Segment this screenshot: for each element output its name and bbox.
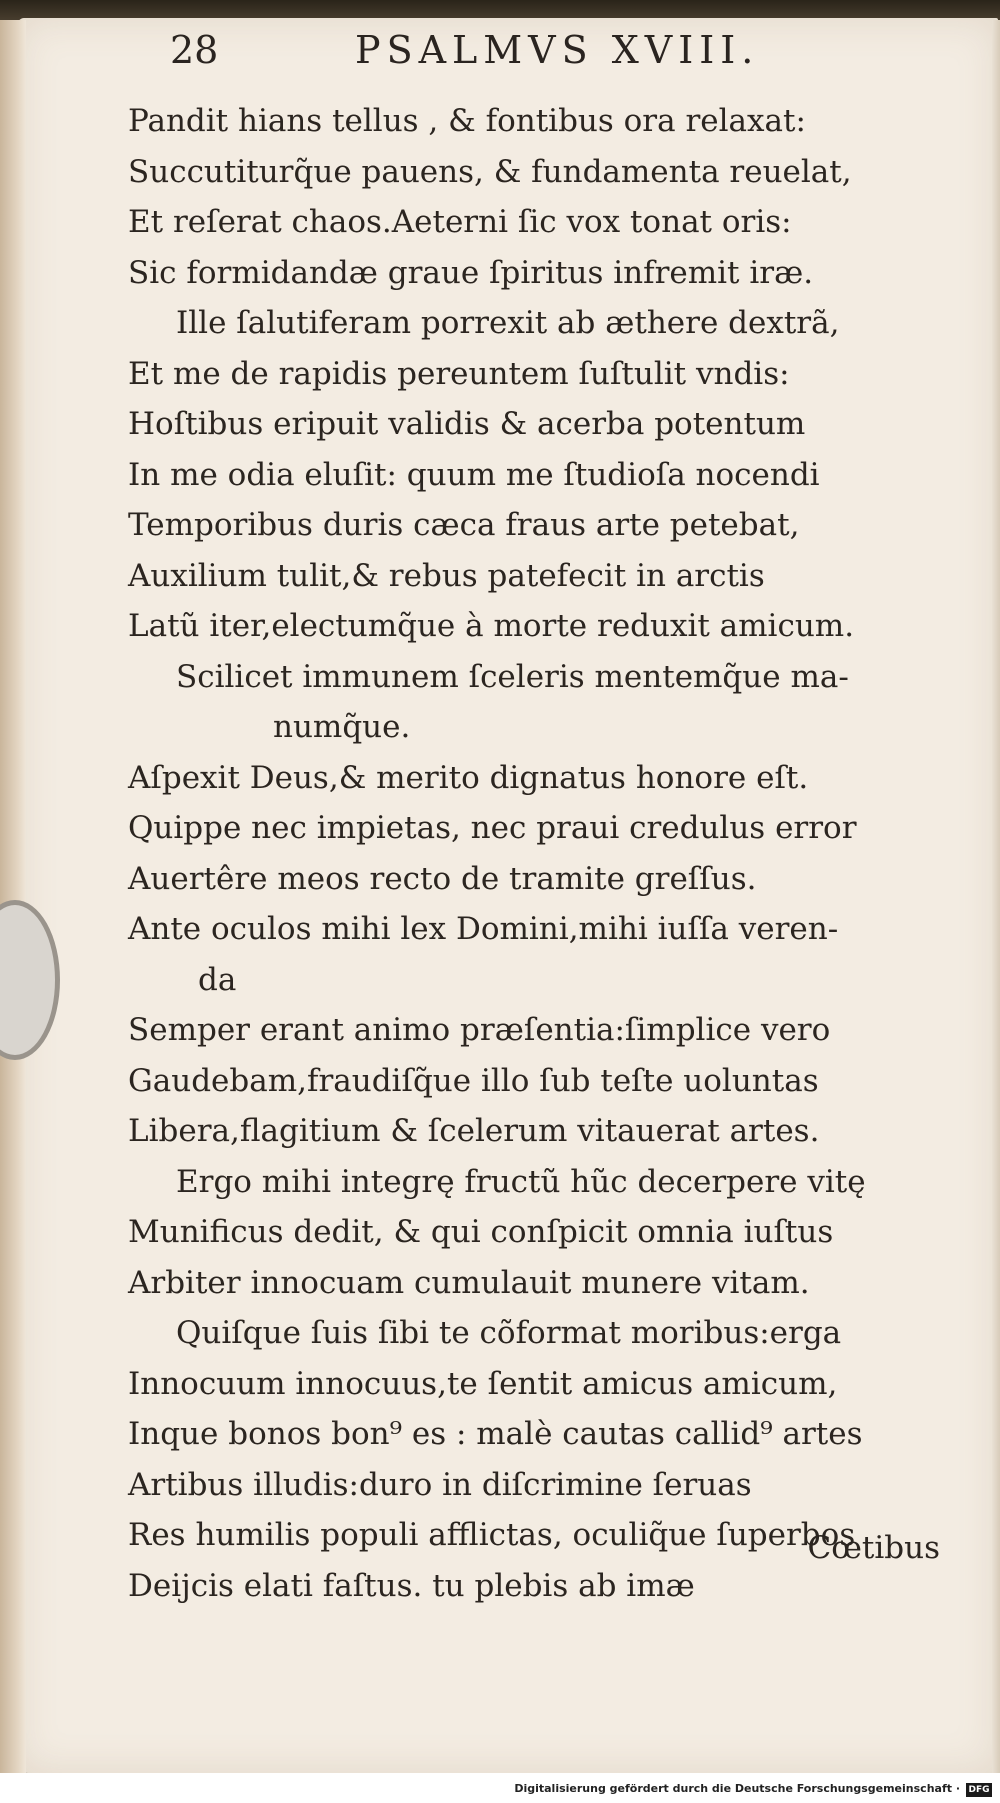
verse-line: Ergo mihi integrę fructũ hũc decerpere vitę [176,1163,866,1200]
dfg-logo: DFG [966,1783,992,1797]
verse-line: Ille ſalutiferam porrexit ab æthere dextrã, [176,305,840,341]
page-number: 28 [170,28,219,72]
verse-line: Auxilium tulit,& rebus patefecit in arctis [128,557,765,594]
catchword: Cœtibus [807,1530,940,1566]
verse-line: numq̃ue. [273,709,411,745]
verse-line: Innocuum innocuus,te ſentit amicus amicum, [128,1365,838,1402]
verse-line: Temporibus duris cæca fraus arte petebat, [128,507,800,543]
verse-line: Auertêre meos recto de tramite greſſus. [128,860,757,897]
verse-line: Quippe nec impietas, nec praui credulus error [128,810,857,846]
verse-line: Inque bonos bon⁹ es : malè cautas callid⁹ artes [128,1416,863,1452]
verse-line: Hoſtibus eripuit validis & acerba potentum [128,406,806,442]
verse-line: Deijcis elati faſtus. tu plebis ab imæ [128,1567,695,1604]
verse-line: Artibus illudis:duro in diſcrimine ſeruas [128,1466,752,1503]
verse-line: Ante oculos mihi lex Domini,mihi iuſſa veren- [128,911,839,947]
verse-line: Semper erant animo præſentia:ſimplice vero [128,1012,831,1048]
verse-text [128,96,988,1611]
verse-line: In me odia eluſit: quum me ſtudioſa nocendi [128,456,820,493]
verse-line: Arbiter innocuam cumulauit munere vitam. [128,1264,810,1301]
verse-line: Res humilis populi afflictas, oculiq̃ue ſuperbos [128,1517,856,1553]
verse-line: Sic formidandæ graue ſpiritus infremit iræ. [128,254,814,291]
verse-line: Succutiturq̃ue pauens, & fundamenta reuelat, [128,153,852,190]
running-head: PSALMVS XVIII. [355,28,760,72]
page-right-edge [992,20,1000,1780]
verse-line: Aſpexit Deus,& merito dignatus honore eſt. [128,759,809,796]
verse-line: Libera,flagitium & ſcelerum vitauerat artes. [128,1113,820,1149]
page-header [0,28,1000,78]
verse-line: Quiſque ſuis ſibi te cõformat moribus:erga [176,1315,842,1351]
verse-line: Latũ iter,electumq̃ue à morte reduxit amicum. [128,608,855,644]
digitization-credit: Digitalisierung gefördert durch die Deutsche Forschungsgemeinschaft · [514,1782,960,1795]
footer-band [0,1773,1000,1803]
verse-line: Munificus dedit, & qui conſpicit omnia iuſtus [128,1214,834,1250]
verse-line: Et me de rapidis pereuntem ſuſtulit vndis: [128,355,790,392]
verse-line: Pandit hians tellus , & fontibus ora relaxat: [128,103,806,139]
verse-line: Gaudebam,fraudiſq̃ue illo ſub teſte uoluntas [128,1062,819,1099]
verse-line: da [198,961,237,998]
verse-line: Scilicet immunem ſceleris mentemq̃ue ma- [176,658,849,695]
verse-line: Et reſerat chaos.Aeterni ſic vox tonat oris: [128,204,792,240]
